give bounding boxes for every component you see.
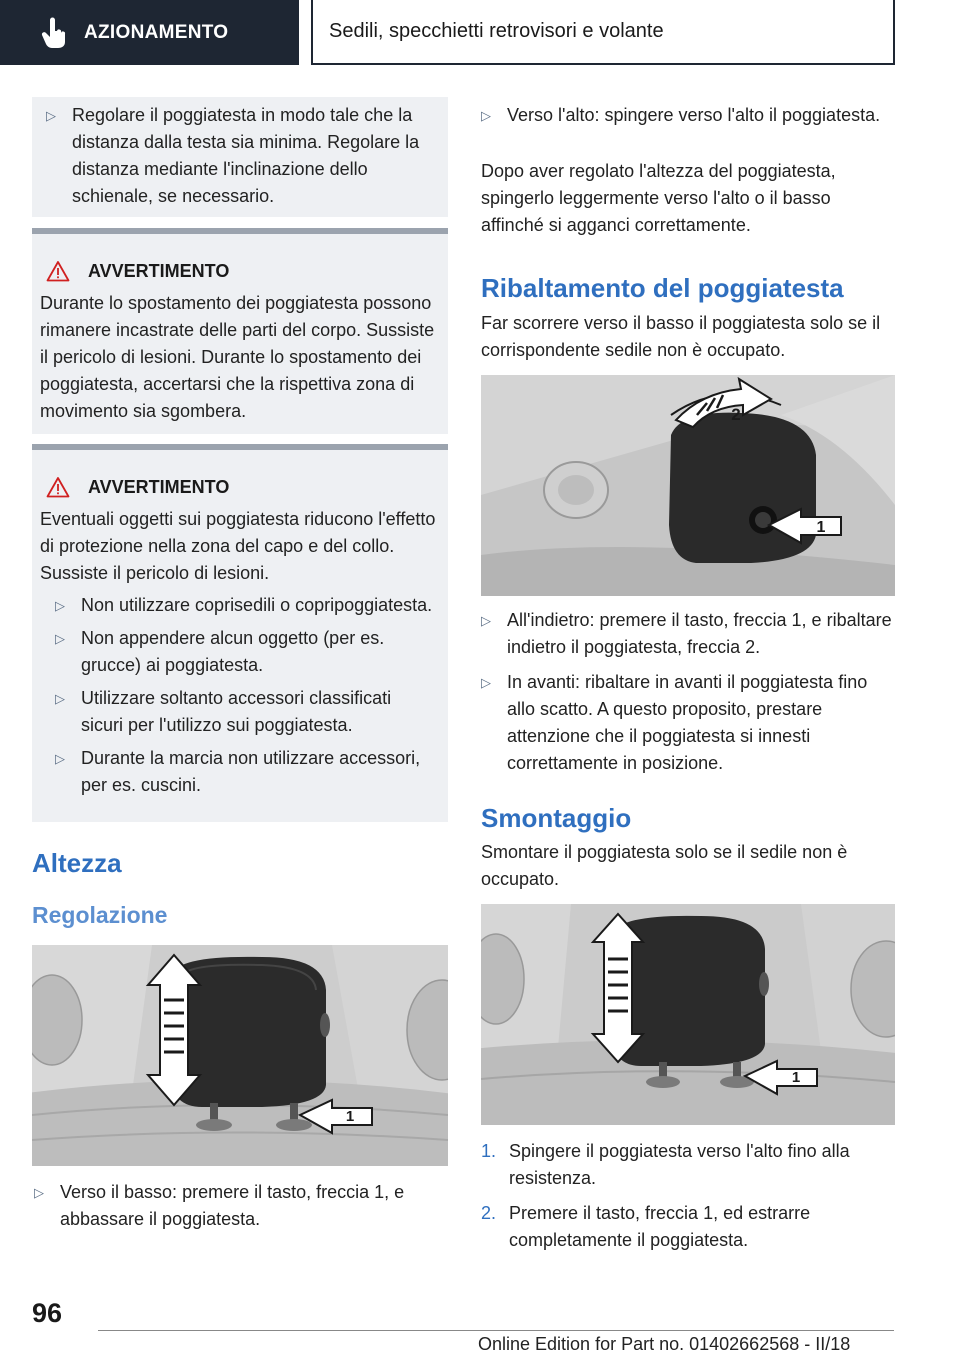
footer-divider (98, 1330, 894, 1331)
triangle-bullet-icon: ▷ (481, 613, 491, 628)
warning-triangle-icon (46, 476, 70, 498)
section-label: AZIONAMENTO (84, 21, 229, 43)
triangle-bullet-icon: ▷ (481, 675, 491, 690)
warning-box (32, 228, 448, 434)
warning-title: AVVERTIMENTO (40, 474, 438, 500)
warning-text: Durante lo spostamento dei poggiatesta possono rimanere incastrate delle parti del corpo. Sussiste il pericolo di lesioni. Durante lo spostamento dei poggiatesta, accertarsi che la rispettiva zona di movimento sia sgombera. (40, 293, 435, 421)
footer-edition: Online Edition for Part no. 01402662568 - II/18 (478, 1334, 851, 1354)
subsection-heading: Regolazione (32, 902, 168, 928)
figure-callout-label: 1 (345, 1108, 355, 1125)
list-item: ▷ Non appendere alcun oggetto (per es. grucce) ai poggiatesta. (55, 625, 438, 679)
warning-title: AVVERTIMENTO (40, 258, 438, 284)
triangle-bullet-icon: ▷ (34, 1185, 44, 1200)
triangle-bullet-icon: ▷ (55, 631, 65, 646)
triangle-bullet-icon: ▷ (46, 108, 56, 123)
triangle-bullet-icon: ▷ (481, 108, 491, 123)
removal-steps (481, 1138, 895, 1254)
warning-triangle-icon (46, 260, 70, 282)
triangle-bullet-icon: ▷ (55, 751, 65, 766)
paragraph: Far scorrere verso il basso il poggiatesta solo se il corrispondente sedile non è occupato. (481, 313, 881, 360)
figure-callout-label: 1 (791, 1069, 801, 1086)
info-box (32, 97, 448, 217)
list-item: ▷ Verso il basso: premere il tasto, freccia 1, e abbassare il poggiatesta. (34, 1179, 448, 1233)
fold-instructions (481, 607, 895, 777)
list-item: 1. Spingere il poggiatesta verso l'alto fino alla resistenza. (481, 1141, 850, 1188)
section-heading: Altezza (32, 848, 122, 878)
list-item: ▷ Utilizzare soltanto accessori classificati sicuri per l'utilizzo sui poggiatesta. (55, 685, 438, 739)
list-item: ▷ Durante la marcia non utilizzare accessori, per es. cuscini. (55, 745, 438, 799)
headrest-fold-figure (481, 375, 895, 596)
headrest-removal-figure (481, 904, 895, 1125)
paragraph: Smontare il poggiatesta solo se il sedile non è occupato. (481, 842, 848, 889)
list-item: ▷ Regolare il poggiatesta in modo tale che la distanza dalla testa sia minima. Regolare la distanza mediante l'inclinazione dello schienale, se necessario. (46, 102, 436, 210)
paragraph: Dopo aver regolato l'altezza del poggiatesta, spingerlo leggermente verso l'alto o il basso affinché si agganci correttamente. (481, 161, 836, 235)
list-item: ▷ In avanti: ribaltare in avanti il poggiatesta fino allo scatto. A questo proposito, prestare attenzione che il poggiatesta si innesti correttamente in posizione. (481, 669, 895, 777)
figure-callout-label: 1 (816, 519, 826, 536)
list-item: ▷ Non utilizzare coprisedili o copripoggiatesta. (55, 592, 438, 619)
triangle-bullet-icon: ▷ (55, 691, 65, 706)
warning-text: Eventuali oggetti sui poggiatesta riducono l'effetto di protezione nella zona del capo e del collo. Sussiste il pericolo di lesioni. (40, 509, 436, 583)
list-item: 2. Premere il tasto, freccia 1, ed estrarre completamente il poggiatesta. (481, 1203, 811, 1250)
section-heading: Ribaltamento del poggiatesta (481, 273, 844, 303)
section-heading: Smontaggio (481, 803, 632, 833)
list-item: ▷ All'indietro: premere il tasto, freccia 1, e ribaltare indietro il poggiatesta, freccia 2. (481, 607, 895, 661)
warning-box (32, 444, 448, 822)
figure-callout-label: 2 (731, 405, 741, 424)
chapter-title: Sedili, specchietti retrovisori e volante (311, 0, 895, 65)
section-tab[interactable] (0, 0, 299, 65)
triangle-bullet-icon: ▷ (55, 598, 65, 613)
headrest-height-figure (32, 945, 448, 1166)
list-item: ▷ Verso l'alto: spingere verso l'alto il poggiatesta. (481, 102, 895, 129)
hand-pointer-icon (38, 16, 72, 50)
page-number: 96 (32, 1298, 63, 1328)
